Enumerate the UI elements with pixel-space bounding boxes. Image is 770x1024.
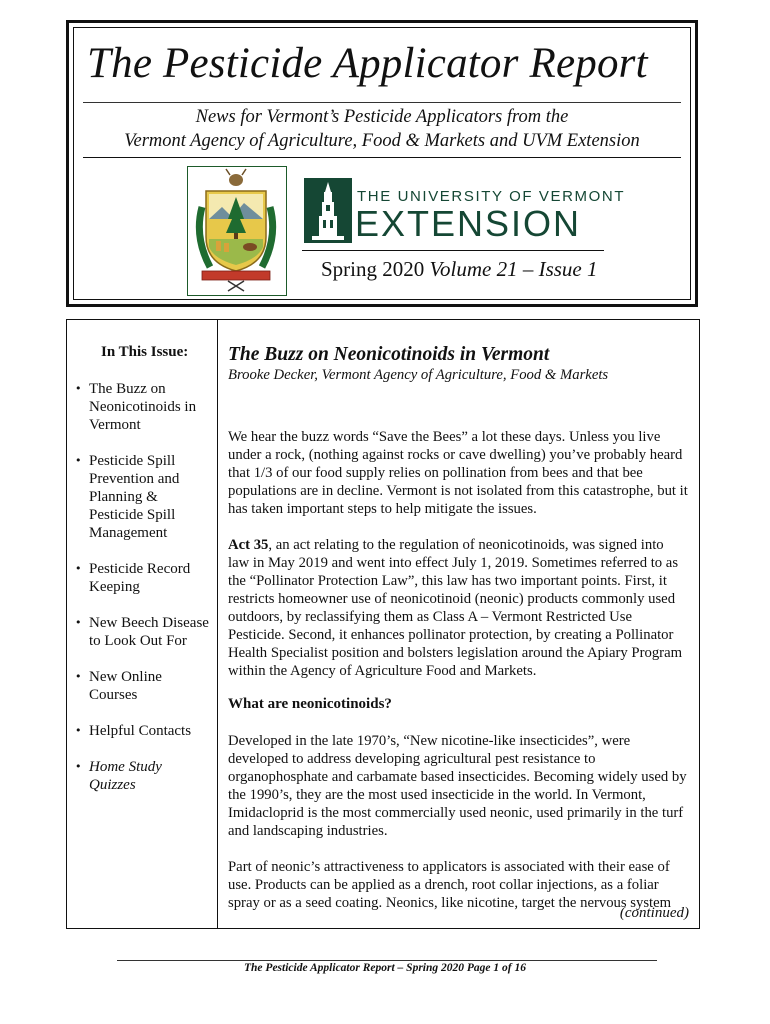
continued-note: (continued) <box>619 905 689 921</box>
footer-divider <box>117 960 657 961</box>
issue-divider <box>302 250 604 251</box>
toc-item-buzz-on-neonicotinoids: • The Buzz on Neonicotinoids in Vermont <box>67 380 218 434</box>
uvm-logo-text-extension: EXTENSION <box>355 203 582 244</box>
issue-volume: Volume 21 – Issue 1 <box>429 257 598 281</box>
uvm-logo-text-university: THE UNIVERSITY OF VERMONT <box>357 188 626 205</box>
toc-item-home-study-quizzes: • Home Study Quizzes <box>67 758 218 794</box>
vermont-seal-icon <box>187 166 287 296</box>
issue-season: Spring 2020 <box>321 257 425 281</box>
article-subheading: What are neonicotinoids? <box>228 696 392 712</box>
masthead <box>66 20 698 307</box>
article-byline: Brooke Decker, Vermont Agency of Agriculture, Food & Markets <box>228 367 609 383</box>
subtitle-line-2: Vermont Agency of Agriculture, Food & Markets and UVM Extension <box>124 131 640 151</box>
article-paragraph-4: Part of neonic’s attractiveness to applicators is associated with their ease of use. Products can be applied as a drench, root collar injections, as a foliar spray or as a seed coating. Neonics, like nicotine, target the nervous system <box>228 859 672 911</box>
content-box <box>66 319 700 929</box>
toc-item-beech-disease: • New Beech Disease to Look Out For <box>67 614 218 650</box>
newsletter-title: The Pesticide Applicator Report <box>87 40 648 87</box>
subtitle-line-1: News for Vermont’s Pesticide Applicators from the <box>195 107 569 127</box>
sidebar-heading: In This Issue: <box>101 344 189 360</box>
toc-item-spill-prevention: • Pesticide Spill Prevention and Planning & Pesticide Spill Management <box>67 452 218 542</box>
page-footer: The Pesticide Applicator Report – Spring 2020 Page 1 of 16 <box>244 962 526 974</box>
article-title: The Buzz on Neonicotinoids in Vermont <box>228 344 550 365</box>
article <box>228 344 688 911</box>
title-divider <box>83 102 681 103</box>
act-35-lead: Act 35 <box>228 537 269 553</box>
table-of-contents <box>67 380 218 812</box>
subtitle-divider <box>83 157 681 158</box>
article-paragraph-3: Developed in the late 1970’s, “New nicotine-like insecticides”, were developed to address developing agricultural pest resistance to organophosphate and carbamate based insecticides. Becoming widely used by the 1990’s, they are the most used insecticide in the world. In Vermont, Imidacloprid is the most commercially used neonic, used primarily in the turf and landscaping industries. <box>228 733 687 839</box>
article-paragraph-2 <box>228 536 688 680</box>
toc-item-record-keeping: • Pesticide Record Keeping <box>67 560 218 596</box>
newsletter-subtitle <box>69 105 695 153</box>
article-paragraph-1: We hear the buzz words “Save the Bees” a lot these days. Unless you live under a rock, (nothing against rocks or cave dwelling) you’ve probably heard that 1/3 of our food supply relies on pollination from bees and that bee populations are in decline. Vermont is not isolated from this catastrophe, but it has taken important steps to help mitigate the issues. <box>228 429 688 517</box>
toc-item-helpful-contacts: • Helpful Contacts <box>67 722 218 740</box>
issue-info <box>321 257 598 282</box>
act-35-text: , an act relating to the regulation of neonicotinoids, was signed into law in May 2019 and went into effect July 1, 2019. Sometimes referred to as the “Pollinator Protection Law”, this law has two important points. First, it restricts homeowner use of neonicotinoid (neonic) products commonly used outdoors, by reclassifying them as Class A – Vermont Restricted Use Pesticide. Second, it enhances pollinator protection, by creating a Pollinator Health Specialist position and bolsters legislation around the Apiary Program within the Agency of Agriculture Food and Markets. <box>228 537 683 679</box>
toc-item-online-courses: • New Online Courses <box>67 668 218 704</box>
in-this-issue-sidebar <box>67 320 218 928</box>
